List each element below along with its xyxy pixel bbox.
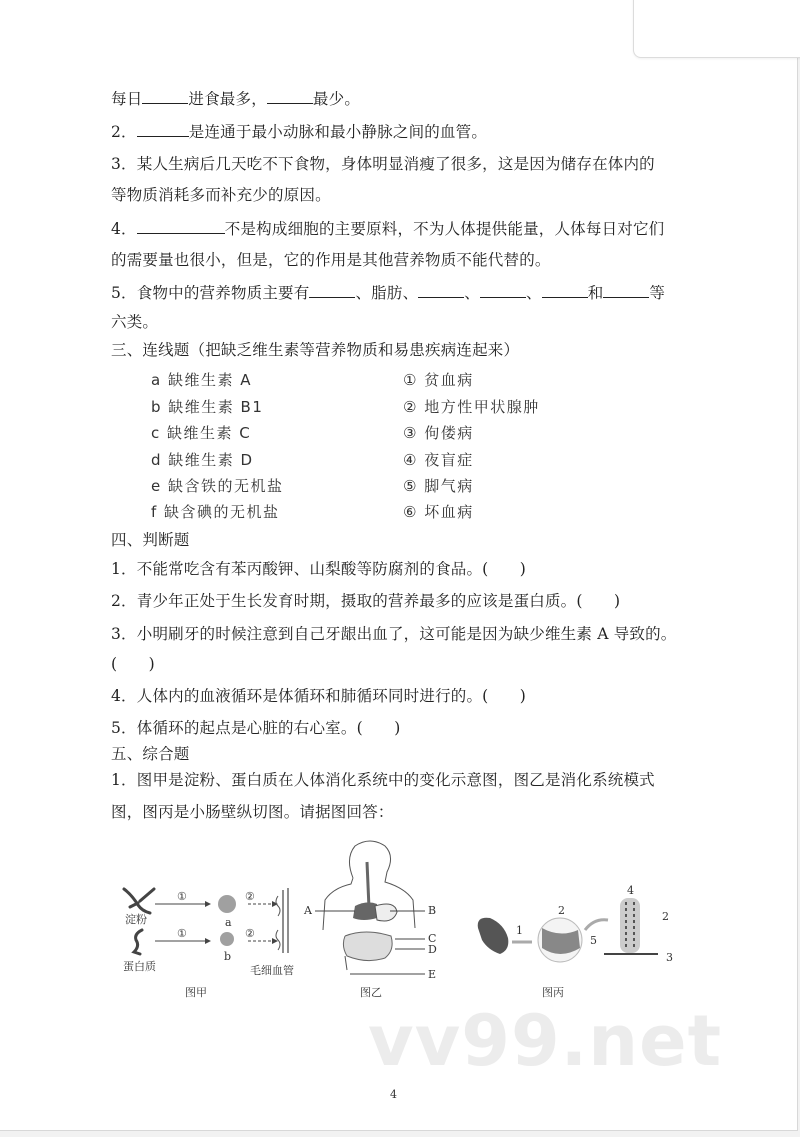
text: 最少。 [312, 90, 361, 108]
answer-blank [267, 88, 313, 104]
section4-title: 四、判断题 [111, 531, 190, 549]
product-a-label: a [225, 916, 232, 929]
answer-blank [142, 88, 188, 104]
judge-item-3: 3．小明刷牙的时候注意到自己牙龈出血了，这可能是因为缺少维生素 A 导致的。 [111, 625, 677, 643]
step-1-label: ① [177, 890, 187, 903]
judge-item-1: 1．不能常吃含有苯丙酸钾、山梨酸等防腐剂的食品。( ) [111, 560, 527, 578]
question-2 [111, 121, 487, 142]
answer-blank [418, 282, 464, 298]
starch-label: 淀粉 [125, 913, 147, 926]
answer-blank [603, 282, 649, 298]
label-B: B [428, 904, 437, 917]
text: 不是构成细胞的主要原料，不为人体提供能量，人体每日对它们 [224, 220, 665, 238]
answer-blank [309, 282, 355, 298]
question-5-line1 [111, 282, 665, 303]
answer-blank [542, 282, 588, 298]
page-number: 4 [390, 1088, 397, 1101]
protein-label: 蛋白质 [123, 960, 156, 973]
text: 、脂肪、 [355, 284, 419, 302]
q1-continuation [111, 88, 360, 109]
match-right-item: ④ 夜盲症 [403, 451, 474, 469]
section3-title: 三、连线题（把缺乏维生素等营养物质和易患疾病连起来） [111, 341, 520, 359]
product-b-label: b [224, 950, 232, 963]
match-right-item: ⑤ 脚气病 [403, 477, 474, 495]
text: 进食最多， [188, 90, 267, 108]
question-4-line2: 的需要量也很小，但是，它的作用是其他营养物质不能代替的。 [111, 251, 551, 269]
label-1: 1 [516, 924, 523, 937]
protein-chain-icon [130, 928, 150, 956]
watermark: vv99.net [368, 1000, 723, 1082]
text: 等 [649, 284, 666, 302]
match-left-item: e 缺含铁的无机盐 [151, 477, 284, 495]
match-right-item: ① 贫血病 [403, 371, 474, 389]
question-5-line2: 六类。 [111, 313, 159, 331]
match-right-item: ② 地方性甲状腺肿 [403, 398, 540, 416]
answer-blank [137, 218, 225, 234]
text: 、 [525, 284, 542, 302]
text: 和 [587, 284, 604, 302]
match-left-item: d 缺维生素 D [151, 451, 254, 469]
capillary-wall [270, 888, 290, 953]
section5-q1-line1: 1．图甲是淀粉、蛋白质在人体消化系统中的变化示意图，图乙是消化系统模式 [111, 771, 655, 789]
small-intestine-diagram [470, 888, 680, 968]
match-left-item: a 缺维生素 A [151, 371, 252, 389]
step-1-label: ① [177, 927, 187, 940]
digestion-arrows [155, 895, 285, 955]
label-3: 3 [666, 951, 673, 964]
step-2-label: ② [245, 927, 255, 940]
label-E: E [428, 968, 437, 981]
answer-blank [137, 121, 189, 137]
figure-yi-caption: 图乙 [360, 986, 382, 999]
section5-title: 五、综合题 [111, 745, 190, 763]
capillary-label: 毛细血管 [250, 964, 294, 977]
label-A: A [304, 904, 312, 917]
text: 每日 [111, 90, 143, 108]
question-3-line1: 3．某人生病后几天吃不下食物，身体明显消瘦了很多，这是因为储存在体内的 [111, 155, 655, 173]
label-4: 4 [627, 884, 634, 897]
label-2: 2 [558, 904, 565, 917]
match-right-item: ③ 佝偻病 [403, 424, 474, 442]
match-left-item: c 缺维生素 C [151, 424, 252, 442]
judge-item-2: 2．青少年正处于生长发育时期，摄取的营养最多的应该是蛋白质。( ) [111, 592, 621, 610]
label-D: D [428, 943, 437, 956]
q-number: 2． [111, 123, 137, 141]
match-right-item: ⑥ 坏血病 [403, 503, 474, 521]
q-number: 4． [111, 220, 137, 238]
label-C: C [428, 932, 437, 945]
text: 是连通于最小动脉和最小静脉之间的血管。 [188, 123, 488, 141]
figure-yi-leader-lines [310, 906, 430, 976]
text: 、 [464, 284, 480, 302]
section5-q1-line2: 图，图丙是小肠壁纵切图。请据图回答： [111, 803, 394, 821]
answer-blank [480, 282, 526, 298]
label-2-villus: 2 [662, 910, 669, 923]
judge-item-4: 4．人体内的血液循环是体循环和肺循环同时进行的。( ) [111, 687, 527, 705]
step-2-label: ② [245, 890, 255, 903]
text: 5．食物中的营养物质主要有 [111, 284, 310, 302]
figure-bing-caption: 图丙 [542, 986, 564, 999]
judge-item-3-bracket: ( ) [111, 655, 155, 673]
label-5: 5 [590, 934, 597, 947]
question-3-line2: 等物质消耗多而补充少的原因。 [111, 186, 331, 204]
match-left-item: f 缺含碘的无机盐 [151, 503, 280, 521]
judge-item-5: 5．体循环的起点是心脏的右心室。( ) [111, 719, 401, 737]
figure-jia-caption: 图甲 [185, 986, 207, 999]
question-4-line1 [111, 218, 664, 239]
corner-popup-card [633, 0, 800, 58]
match-left-item: b 缺维生素 B1 [151, 398, 264, 416]
